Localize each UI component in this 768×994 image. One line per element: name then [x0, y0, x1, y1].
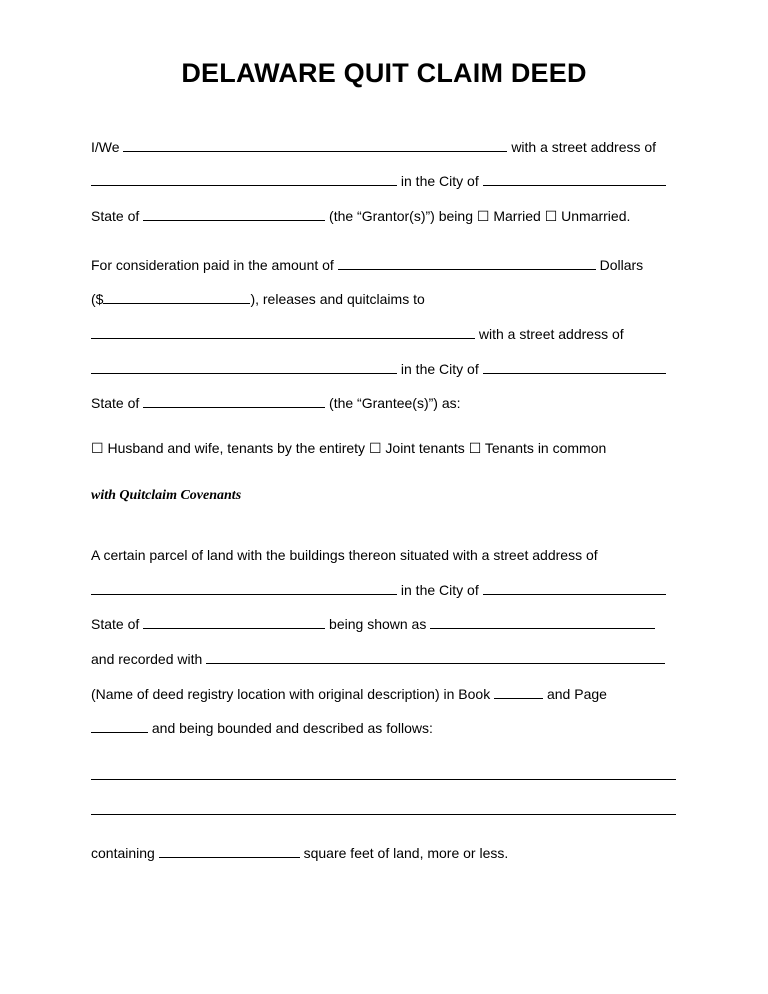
grantee-state-field[interactable]: [143, 394, 325, 408]
grantor-label: (the “Grantor(s)”) being: [329, 208, 473, 224]
grantor-name-line: [91, 138, 656, 156]
recorded-with-line: [91, 650, 665, 668]
description-line-1[interactable]: [91, 779, 676, 780]
grantee-state-label: State of: [91, 395, 140, 411]
unmarried-label: Unmarried.: [561, 208, 631, 224]
shown-as-field[interactable]: [430, 615, 655, 629]
grantee-city-label: in the City of: [400, 361, 479, 377]
grantee-street-address-field[interactable]: [91, 360, 397, 374]
dollars-label: Dollars: [599, 257, 644, 273]
book-page-line: [91, 685, 607, 703]
parcel-city-label: in the City of: [400, 582, 479, 598]
grantor-state-field[interactable]: [143, 207, 325, 221]
recorded-with-field[interactable]: [206, 650, 665, 664]
containing-label: containing: [91, 845, 155, 861]
iwe-label: I/We: [91, 139, 120, 155]
description-line-2[interactable]: [91, 814, 676, 815]
parcel-state-field[interactable]: [143, 615, 325, 629]
grantee-city-field[interactable]: [483, 360, 666, 374]
grantor-city-field[interactable]: [483, 172, 666, 186]
bounded-line: [91, 719, 433, 737]
street-address-label: with a street address of: [511, 139, 657, 155]
consideration-amount-line: [91, 290, 425, 308]
grantor-address-line: [91, 172, 666, 190]
parcel-city-field[interactable]: [483, 581, 666, 595]
unmarried-checkbox[interactable]: ☐: [544, 209, 558, 225]
square-feet-line: [91, 844, 508, 862]
book-field[interactable]: [494, 685, 543, 699]
husband-wife-label: Husband and wife, tenants by the entirety: [107, 440, 366, 456]
parcel-address-line: [91, 581, 666, 599]
consideration-label: For consideration paid in the amount of: [91, 257, 334, 273]
joint-tenants-label: Joint tenants: [385, 440, 465, 456]
consideration-line: [91, 256, 643, 274]
shown-as-label: being shown as: [329, 616, 427, 632]
square-feet-field[interactable]: [159, 844, 300, 858]
registry-book-label: (Name of deed registry location with original description) in Book: [91, 686, 491, 702]
tenants-in-common-checkbox[interactable]: ☐: [468, 441, 482, 457]
joint-tenants-checkbox[interactable]: ☐: [368, 441, 382, 457]
parcel-description-line: [91, 546, 598, 564]
parcel-label: A certain parcel of land with the buildings thereon situated with a street address of: [91, 547, 598, 563]
parcel-state-line: [91, 615, 655, 633]
page-label: and Page: [546, 686, 607, 702]
consideration-amount-field[interactable]: [103, 290, 250, 304]
grantee-street-address-label: with a street address of: [478, 326, 624, 342]
page-field[interactable]: [91, 719, 148, 733]
grantee-label: (the “Grantee(s)”) as:: [329, 395, 461, 411]
tenancy-options-line: [91, 439, 606, 458]
releases-label: ), releases and quitclaims to: [250, 291, 425, 307]
grantee-state-line: [91, 394, 461, 412]
dollar-sign-label: ($: [91, 291, 104, 307]
parcel-state-label: State of: [91, 616, 140, 632]
parcel-street-address-field[interactable]: [91, 581, 397, 595]
tenants-in-common-label: Tenants in common: [484, 440, 607, 456]
quitclaim-covenants-heading: with Quitclaim Covenants: [91, 488, 242, 503]
grantee-name-field[interactable]: [91, 325, 475, 339]
state-label: State of: [91, 208, 140, 224]
city-label: in the City of: [400, 173, 479, 189]
married-checkbox[interactable]: ☐: [476, 209, 490, 225]
grantor-street-address-field[interactable]: [91, 172, 397, 186]
grantee-name-line: [91, 325, 624, 343]
husband-wife-checkbox[interactable]: ☐: [91, 441, 104, 457]
grantor-state-line: [91, 207, 630, 226]
square-feet-label: square feet of land, more or less.: [303, 845, 509, 861]
married-label: Married: [493, 208, 541, 224]
grantee-address-line: [91, 360, 666, 378]
grantor-name-field[interactable]: [123, 138, 507, 152]
bounded-label: and being bounded and described as follows:: [151, 720, 433, 736]
consideration-amount-words-field[interactable]: [338, 256, 596, 270]
recorded-with-label: and recorded with: [91, 651, 203, 667]
document-title: DELAWARE QUIT CLAIM DEED: [181, 58, 587, 88]
